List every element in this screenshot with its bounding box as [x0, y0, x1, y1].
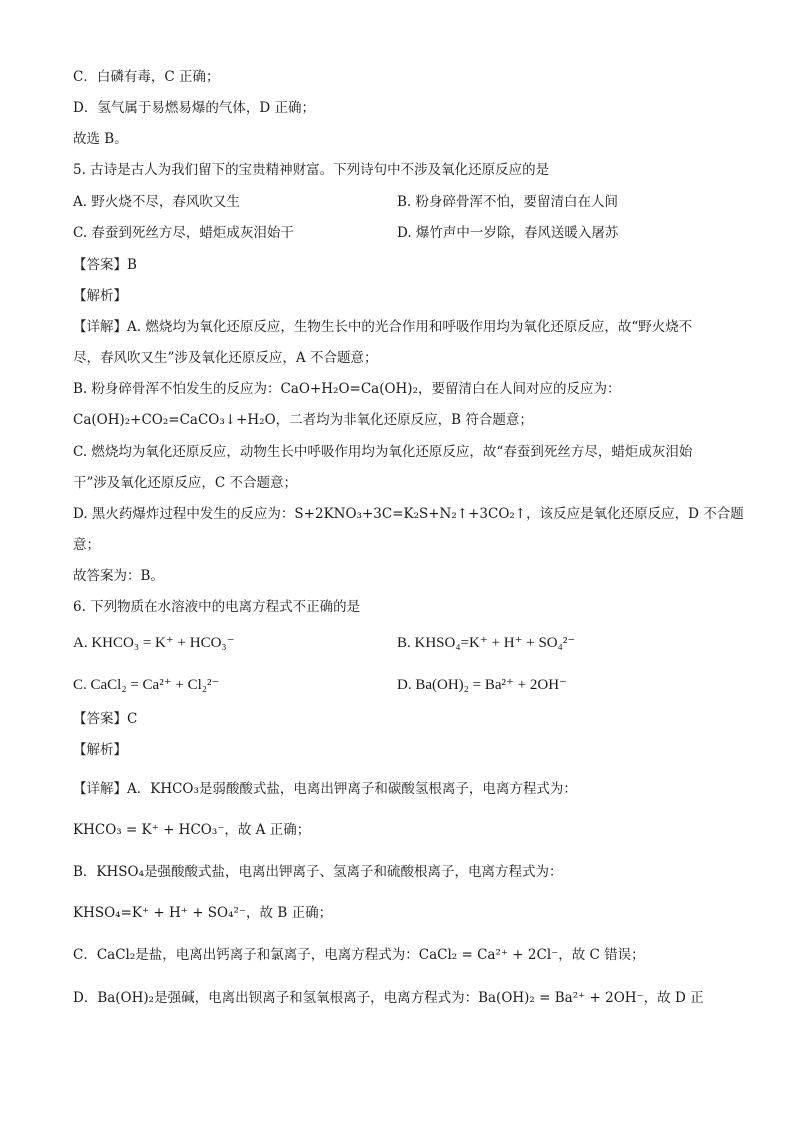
question-5-answer: 【答案】B: [73, 257, 137, 273]
question-6-explanation: C．CaCl₂是盐，电离出钙离子和氯离子，电离方程式为：CaCl₂ = Ca²⁺ + 2Cl⁻，故 C 错误；: [73, 947, 645, 963]
question-5-option-b: B. 粉身碎骨浑不怕，要留清白在人间: [397, 194, 619, 210]
question-6-option-c: C. CaCl₂ = Ca²⁺ + Cl₂²⁻: [73, 677, 220, 693]
question-5-explanation: C. 燃烧均为氧化还原反应，动物生长中呼吸作用均为氧化还原反应，故“春蚕到死丝方尽，蜡炬成灰泪始: [73, 444, 693, 460]
question-5-final-answer: 故答案为：B。: [73, 568, 164, 584]
question-5-explanation: B. 粉身碎骨浑不怕发生的反应为：CaO+H₂O=Ca(OH)₂，要留清白在人间对应的反应为：: [73, 381, 621, 397]
question-6-explanation: 【详解】A．KHCO₃是弱酸酸式盐，电离出钾离子和碳酸氢根离子，电离方程式为：: [73, 781, 577, 797]
text-line: 故选 B。: [73, 131, 128, 147]
question-6-stem: 6. 下列物质在水溶液中的电离方程式不正确的是: [73, 599, 361, 615]
question-5-option-d: D. 爆竹声中一岁除，春风送暖入屠苏: [397, 225, 619, 241]
question-5-explanation: 【详解】A. 燃烧均为氧化还原反应，生物生长中的光合作用和呼吸作用均为氧化还原反应，故“野火烧不: [73, 319, 693, 335]
question-6-explanation: KHSO₄=K⁺ + H⁺ + SO₄²⁻，故 B 正确；: [73, 905, 333, 921]
question-6-option-a: A. KHCO₃ = K⁺ + HCO₃⁻: [73, 635, 235, 651]
question-5-option-a: A. 野火烧不尽，春风吹又生: [73, 194, 240, 210]
question-5-explanation: 尽，春风吹又生”涉及氧化还原反应，A 不合题意；: [73, 350, 378, 366]
question-5-explanation: Ca(OH)₂+CO₂=CaCO₃↓+H₂O，二者均为非氧化还原反应，B 符合题意；: [73, 412, 533, 428]
question-5-analysis-label: 【解析】: [73, 288, 127, 304]
question-5-stem: 5. 古诗是古人为我们留下的宝贵精神财富。下列诗句中不涉及氧化还原反应的是: [73, 162, 550, 178]
text-line: C．白磷有毒，C 正确；: [73, 69, 220, 85]
question-5-explanation: 干”涉及氧化还原反应，C 不合题意；: [73, 475, 298, 491]
question-5-option-c: C. 春蚕到死丝方尽，蜡炬成灰泪始干: [73, 225, 294, 241]
question-6-answer: 【答案】C: [73, 711, 138, 727]
question-6-analysis-label: 【解析】: [73, 742, 127, 758]
question-6-option-b: B. KHSO₄=K⁺ + H⁺ + SO₄²⁻: [397, 635, 576, 651]
question-5-explanation: D. 黑火药爆炸过程中发生的反应为：S+2KNO₃+3C=K₂S+N₂↑+3CO₂↑，该反应是氧化还原反应，D 不合题: [73, 506, 744, 522]
text-line: D．氢气属于易燃易爆的气体，D 正确；: [73, 100, 315, 116]
question-6-option-d: D. Ba(OH)₂ = Ba²⁺ + 2OH⁻: [397, 677, 567, 693]
question-6-explanation: D．Ba(OH)₂是强碱，电离出钡离子和氢氧根离子，电离方程式为：Ba(OH)₂ = Ba²⁺ + 2OH⁻，故 D 正: [73, 990, 704, 1006]
question-6-explanation: B．KHSO₄是强酸酸式盐，电离出钾离子、氢离子和硫酸根离子，电离方程式为：: [73, 864, 563, 880]
question-6-explanation: KHCO₃ = K⁺ + HCO₃⁻，故 A 正确；: [73, 822, 311, 838]
question-5-explanation: 意；: [73, 537, 100, 553]
